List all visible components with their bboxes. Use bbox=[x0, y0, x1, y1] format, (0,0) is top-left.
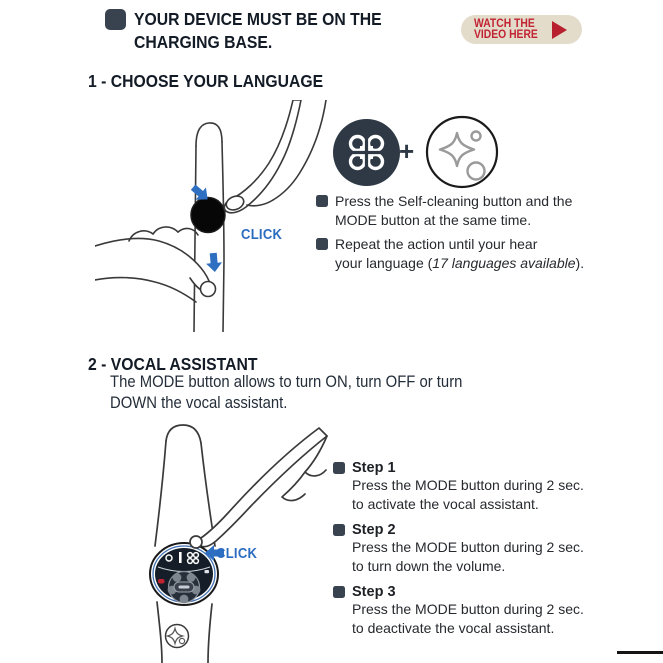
click-label-1: CLICK bbox=[241, 227, 283, 243]
bullet2-line2-italic: 17 languages available bbox=[432, 255, 576, 271]
square-bullet-icon bbox=[316, 195, 328, 207]
subheading-line2: DOWN the vocal assistant. bbox=[110, 394, 288, 412]
bullet1-line1: Press the Self-cleaning button and the bbox=[335, 193, 573, 209]
list-item bbox=[316, 235, 596, 273]
plus-sign: + bbox=[399, 136, 415, 166]
charging-base-notice bbox=[105, 8, 409, 54]
self-cleaning-button-icon bbox=[424, 114, 500, 190]
step-line2: to deactivate the vocal assistant. bbox=[352, 619, 555, 636]
square-bullet-icon bbox=[333, 462, 345, 474]
choose-language-illustration bbox=[95, 100, 340, 332]
step-2 bbox=[333, 522, 613, 575]
square-bullet-icon bbox=[316, 238, 328, 250]
device-handle-top bbox=[196, 123, 222, 146]
notice-line1: YOUR DEVICE MUST BE ON THE bbox=[134, 9, 382, 29]
screen-divider-glyph bbox=[179, 552, 182, 563]
section1-instructions bbox=[316, 192, 596, 278]
square-bullet-icon bbox=[333, 524, 345, 536]
step-line1: Press the MODE button during 2 sec. bbox=[352, 477, 584, 493]
hand-bottom-icon bbox=[95, 227, 216, 302]
step-line2: to turn down the volume. bbox=[352, 557, 506, 574]
watch-video-line2: VIDEO HERE bbox=[474, 28, 538, 41]
click-label-2: CLICK bbox=[216, 546, 258, 562]
bullet2-line2-pre: your language ( bbox=[335, 255, 433, 271]
device-screen-dark bbox=[191, 198, 225, 233]
square-bullet-icon bbox=[105, 9, 126, 30]
pointing-hand-icon bbox=[199, 428, 327, 547]
subheading-line1: The MODE button allows to turn ON, turn OFF or turn bbox=[110, 373, 463, 391]
step-label: Step 1 bbox=[352, 460, 396, 476]
step-label: Step 3 bbox=[352, 584, 396, 600]
square-bullet-icon bbox=[333, 586, 345, 598]
play-icon bbox=[552, 21, 567, 39]
device-handle-top bbox=[166, 425, 201, 443]
watch-video-line1: WATCH THE bbox=[474, 17, 535, 30]
step-line2: to activate the vocal assistant. bbox=[352, 495, 539, 512]
mode-button-icon bbox=[333, 119, 400, 186]
vocal-assistant-steps bbox=[333, 460, 613, 646]
step-line1: Press the MODE button during 2 sec. bbox=[352, 601, 584, 617]
cropped-element-edge bbox=[617, 651, 663, 654]
self-cleaning-small-button bbox=[166, 625, 189, 648]
step-3 bbox=[333, 584, 613, 637]
watch-video-button[interactable] bbox=[461, 15, 582, 44]
section2-subheading bbox=[110, 372, 502, 414]
mode-button-pressed bbox=[190, 536, 202, 548]
section2-heading: 2 - VOCAL ASSISTANT bbox=[88, 354, 258, 374]
bullet2-line1: Repeat the action until your hear bbox=[335, 236, 538, 252]
screen-red-indicator bbox=[158, 579, 165, 584]
section1-heading: 1 - CHOOSE YOUR LANGUAGE bbox=[88, 71, 324, 91]
step-1 bbox=[333, 460, 613, 513]
vocal-assistant-illustration bbox=[128, 424, 340, 663]
bullet1-line2: MODE button at the same time. bbox=[335, 212, 532, 228]
bullet2-line2-post: ). bbox=[575, 255, 585, 271]
step-label: Step 2 bbox=[352, 522, 396, 538]
step-line1: Press the MODE button during 2 sec. bbox=[352, 539, 584, 555]
notice-line2: CHARGING BASE. bbox=[134, 32, 273, 52]
list-item bbox=[316, 192, 596, 230]
hand-top-icon bbox=[224, 100, 326, 213]
